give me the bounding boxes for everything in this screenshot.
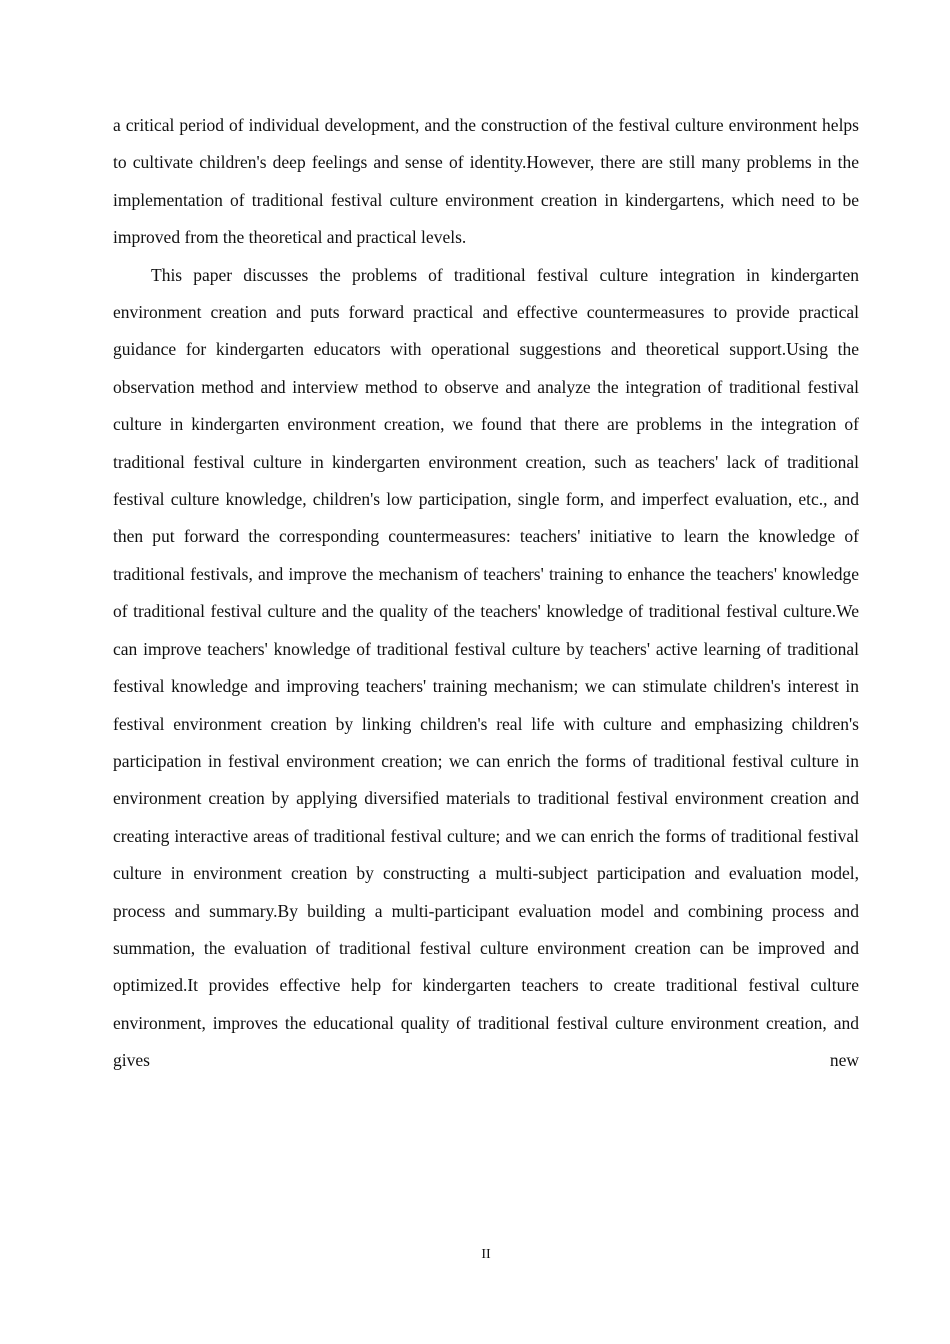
page-number: II — [481, 1247, 491, 1262]
paragraph-2: This paper discusses the problems of traditional festival culture integration in kindergarten environment creation and puts forward practical and effective countermeasures to provide practical guidance for kindergarten educators with operational suggestions and theoretical support.Using the observation method and interview method to observe and analyze the integration of traditional festival culture in kindergarten environment creation, we found that there are problems in the integration of traditional festival culture in kindergarten environment creation, such as teachers' lack of traditional festival culture knowledge, children's low participation, single form, and imperfect evaluation, etc., and then put forward the corresponding countermeasures: teachers' initiative to learn the knowledge of traditional festivals, and improve the mechanism of teachers' training to enhance the teachers' knowledge of traditional festival culture and the quality of the teachers' knowledge of traditional festival culture.We can improve teachers' knowledge of traditional festival culture by teachers' active learning of traditional festival knowledge and improving teachers' training mechanism; we can stimulate children's interest in festival environment creation by linking children's real life with culture and emphasizing children's participation in festival environment creation; we can enrich the forms of traditional festival culture in environment creation by applying diversified materials to traditional festival environment creation and creating interactive areas of traditional festival culture; and we can enrich the forms of traditional festival culture in environment creation by constructing a multi-subject participation and evaluation model, process and summary.By building a multi-participant evaluation model and combining process and summation, the evaluation of traditional festival culture environment creation can be improved and optimized.It provides effective help for kindergarten teachers to create traditional festival culture environment, improves the educational quality of traditional festival culture environment creation, and gives new — [113, 264, 859, 1071]
paragraph-1: a critical period of individual development, and the construction of the festival culture environment helps to cultivate children's deep feelings and sense of identity.However, there are still many problems in the implementation of traditional festival culture environment creation in kindergartens, which need to be improved from the theoretical and practical levels. — [113, 115, 859, 248]
body-text — [113, 107, 859, 1080]
